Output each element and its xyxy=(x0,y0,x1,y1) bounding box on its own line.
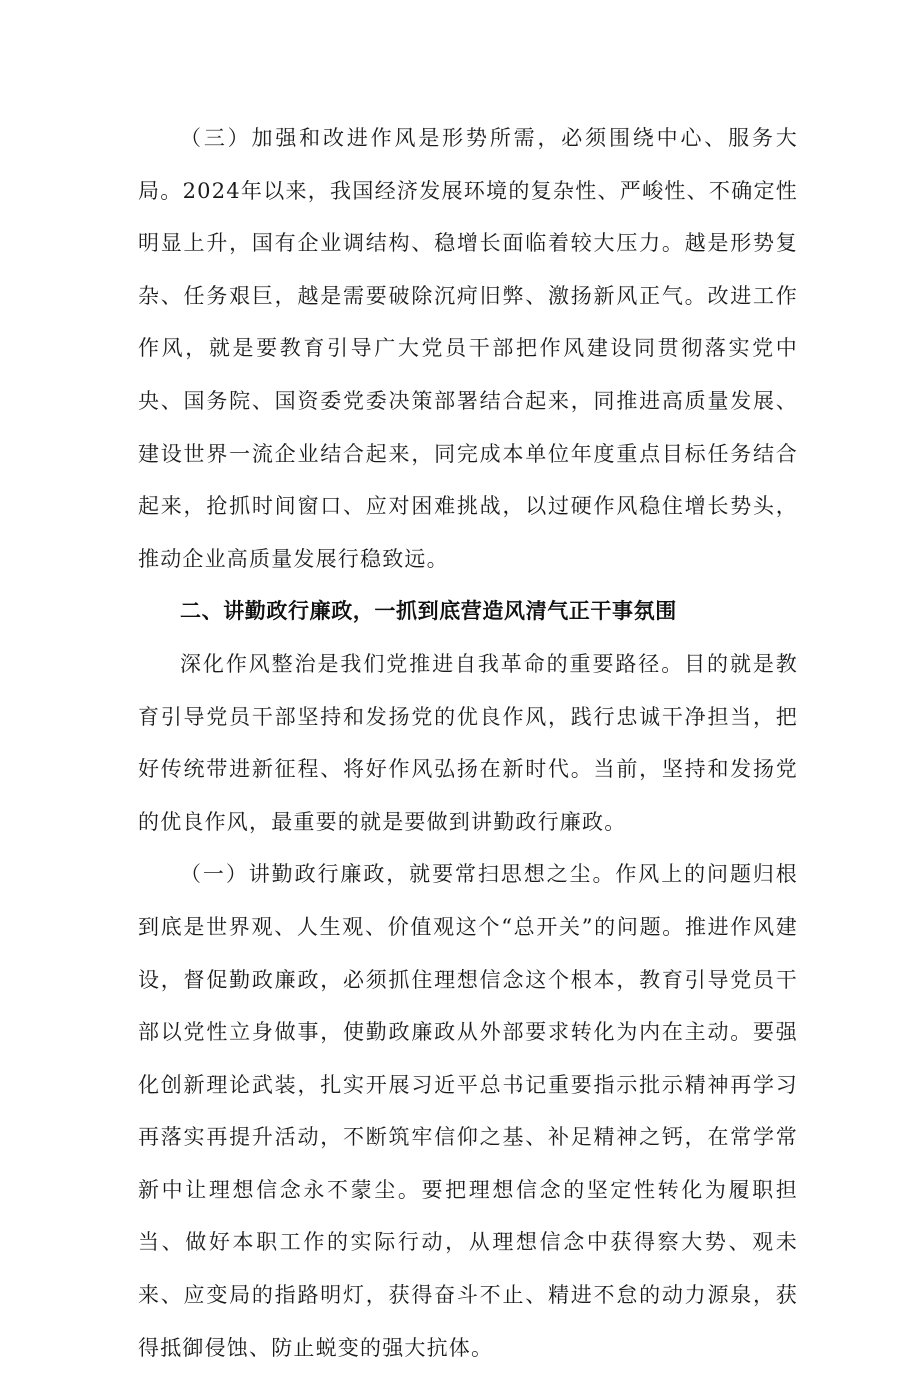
section-heading-two: 二、讲勤政行廉政，一抓到底营造风清气正干事氛围 xyxy=(180,599,677,624)
paragraph-section-three: （三）加强和改进作风是形势所需，必须围绕中心、服务大局。2024年以来，我国经济发展环境的复杂性、严峻性、不确定性明显上升，国有企业调结构、稳增长面临着较大压力。越是形势复杂、任务艰巨，越是需要破除沉疴旧弊、激扬新风正气。改进工作作风，就是要教育引导广大党员干部把作风建设同贯彻落实党中央、国务院、国资委党委决策部署结合起来，同推进高质量发展、建设世界一流企业结合起来，同完成本单位年度重点目标任务结合起来，抢抓时间窗口、应对困难挑战，以过硬作风稳住增长势头，推动企业高质量发展行稳致远。 xyxy=(138,126,798,571)
document-page xyxy=(138,112,798,1374)
paragraph-intro: 深化作风整治是我们党推进自我革命的重要路径。目的就是教育引导党员干部坚持和发扬党的优良作风，践行忠诚干净担当，把好传统带进新征程、将好作风弘扬在新时代。当前，坚持和发扬党的优良作风，最重要的就是要做到讲勤政行廉政。 xyxy=(138,651,798,834)
paragraph-subsection-one: （一）讲勤政行廉政，就要常扫思想之尘。作风上的问题归根到底是世界观、人生观、价值观这个“总开关”的问题。推进作风建设，督促勤政廉政，必须抓住理想信念这个根本，教育引导党员干部以党性立身做事，使勤政廉政从外部要求转化为内在主动。要强化创新理论武装，扎实开展习近平总书记重要指示批示精神再学习再落实再提升活动，不断筑牢信仰之基、补足精神之钙，在常学常新中让理想信念永不蒙尘。要把理想信念的坚定性转化为履职担当、做好本职工作的实际行动，从理想信念中获得察大势、观未来、应变局的指路明灯，获得奋斗不止、精进不怠的动力源泉，获得抵御侵蚀、防止蜕变的强大抗体。 xyxy=(138,862,798,1360)
